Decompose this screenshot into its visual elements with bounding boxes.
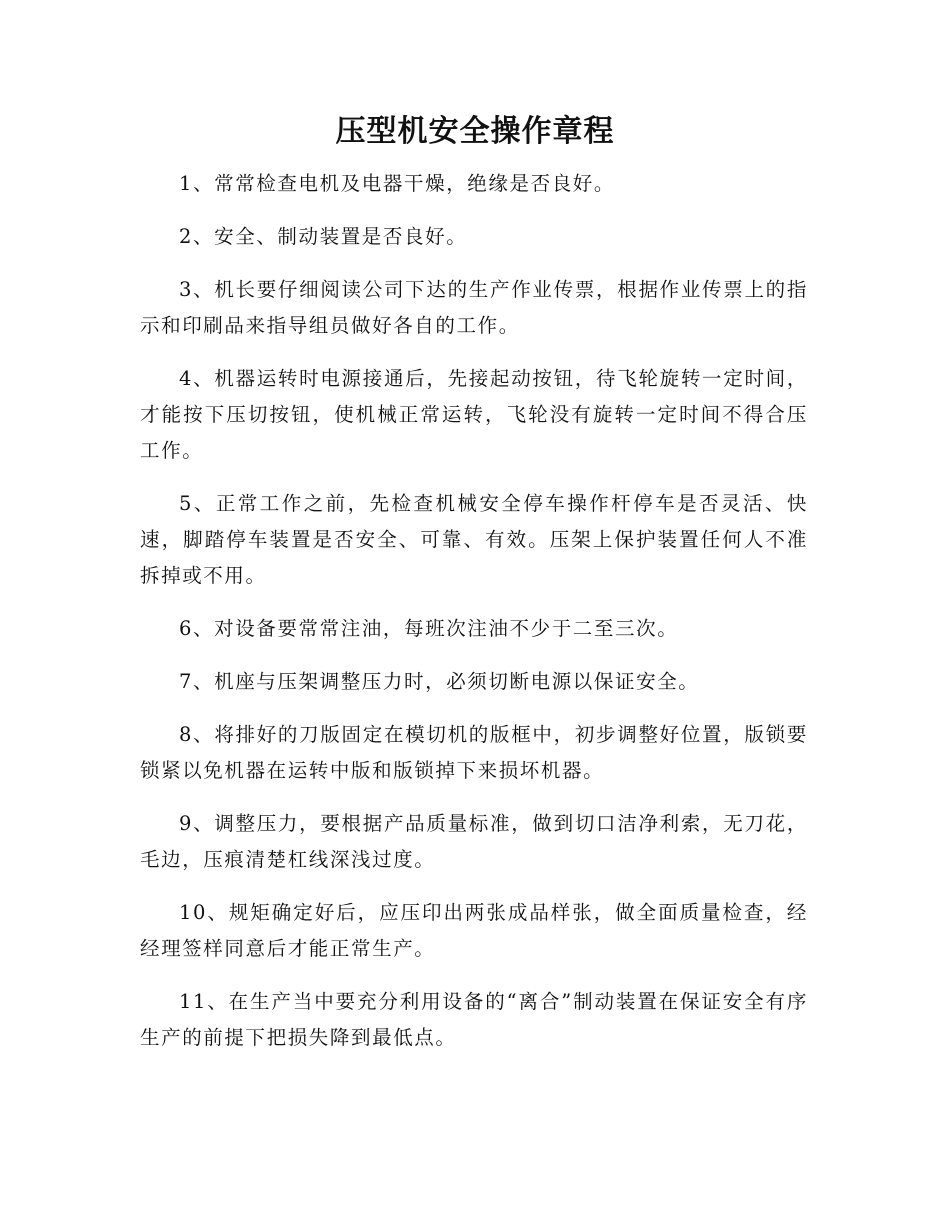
document-title: 压型机安全操作章程 [335,114,615,149]
paragraph-5: 5、正常工作之前，先检查机械安全停车操作杆停车是否灵活、快速，脚踏停车装置是否安全、可靠、有效。压架上保护装置任何人不准拆掉或不用。 [140,492,808,587]
paragraph-4: 4、机器运转时电源接通后，先接起动按钮，待飞轮旋转一定时间，才能按下压切按钮，使机械正常运转，飞轮没有旋转一定时间不得合压工作。 [140,367,808,462]
paragraph-6: 6、对设备要常常注油，每班次注油不少于二至三次。 [179,617,679,640]
paragraph-8: 8、将排好的刀版固定在模切机的版框中，初步调整好位置，版锁要锁紧以免机器在运转中版和版锁掉下来损坏机器。 [140,723,808,782]
paragraph-2: 2、安全、制动装置是否良好。 [179,225,468,248]
document-body [140,166,808,1073]
paragraph-7: 7、机座与压架调整压力时，必须切断电源以保证安全。 [179,670,700,693]
paragraph-11: 11、在生产当中要充分利用设备的“离合”制动装置在保证安全有序生产的前提下把损失降到最低点。 [140,990,808,1049]
paragraph-9: 9、调整压力，要根据产品质量标准，做到切口洁净利索，无刀花，毛边，压痕清楚杠线深浅过度。 [140,812,808,871]
paragraph-3: 3、机长要仔细阅读公司下达的生产作业传票，根据作业传票上的指示和印刷品来指导组员做好各自的工作。 [140,278,808,337]
paragraph-1: 1、常常检查电机及电器干燥，绝缘是否良好。 [179,172,616,195]
paragraph-10: 10、规矩确定好后，应压印出两张成品样张，做全面质量检查，经经理签样同意后才能正常生产。 [140,901,808,960]
